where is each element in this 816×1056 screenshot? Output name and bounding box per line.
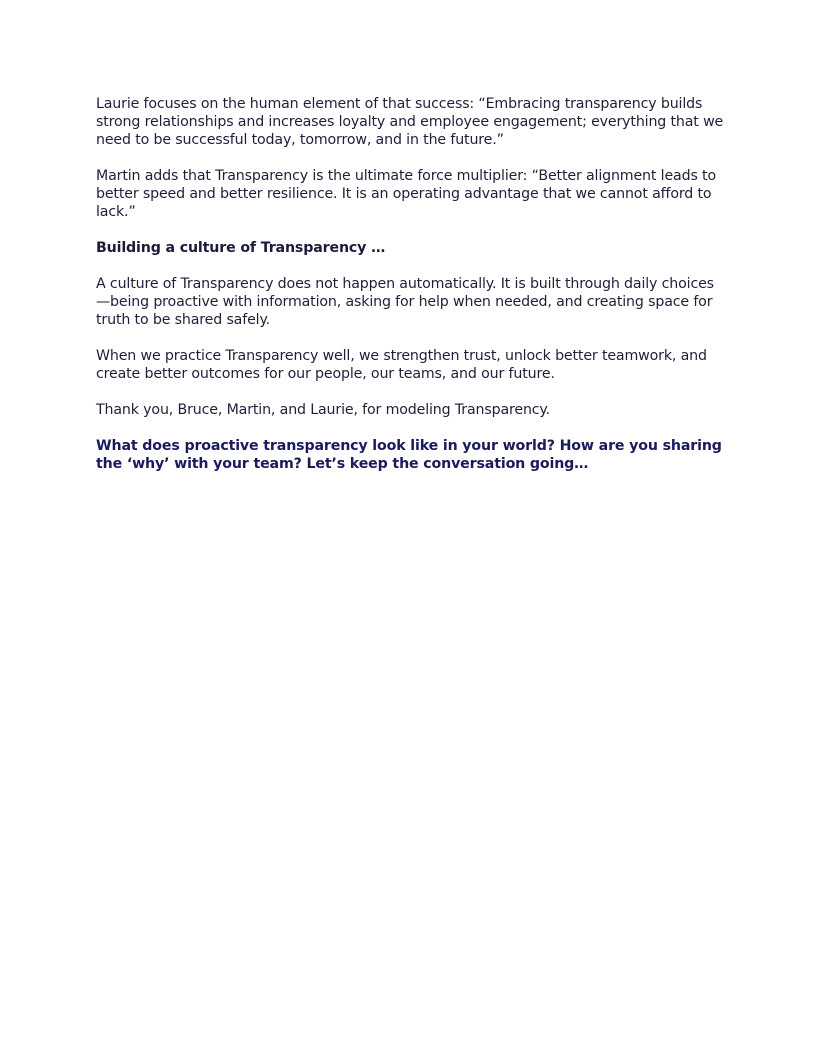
closing-question: What does proactive transparency look like in your world? How are you sharing the ‘why’ with your team? Let’s keep the conversation going… xyxy=(96,438,722,472)
paragraph-practice: When we practice Transparency well, we strengthen trust, unlock better teamwork, and create better outcomes for our people, our teams, and our future. xyxy=(96,348,707,382)
paragraph-martin-quote: Martin adds that Transparency is the ultimate force multiplier: “Better alignment leads to better speed and better resilience. It is an operating advantage that we cannot afford to lack.” xyxy=(96,168,716,220)
paragraph-culture: A culture of Transparency does not happen automatically. It is built through daily choices—being proactive with information, asking for help when needed, and creating space for truth to be shared safely. xyxy=(96,276,714,328)
section-heading: Building a culture of Transparency … xyxy=(96,240,386,256)
paragraph-laurie-quote: Laurie focuses on the human element of that success: “Embracing transparency builds strong relationships and increases loyalty and employee engagement; everything that we need to be successful today, tomorrow, and in the future.” xyxy=(96,96,724,148)
document-page xyxy=(96,95,726,491)
paragraph-thank-you: Thank you, Bruce, Martin, and Laurie, for modeling Transparency. xyxy=(96,402,551,418)
